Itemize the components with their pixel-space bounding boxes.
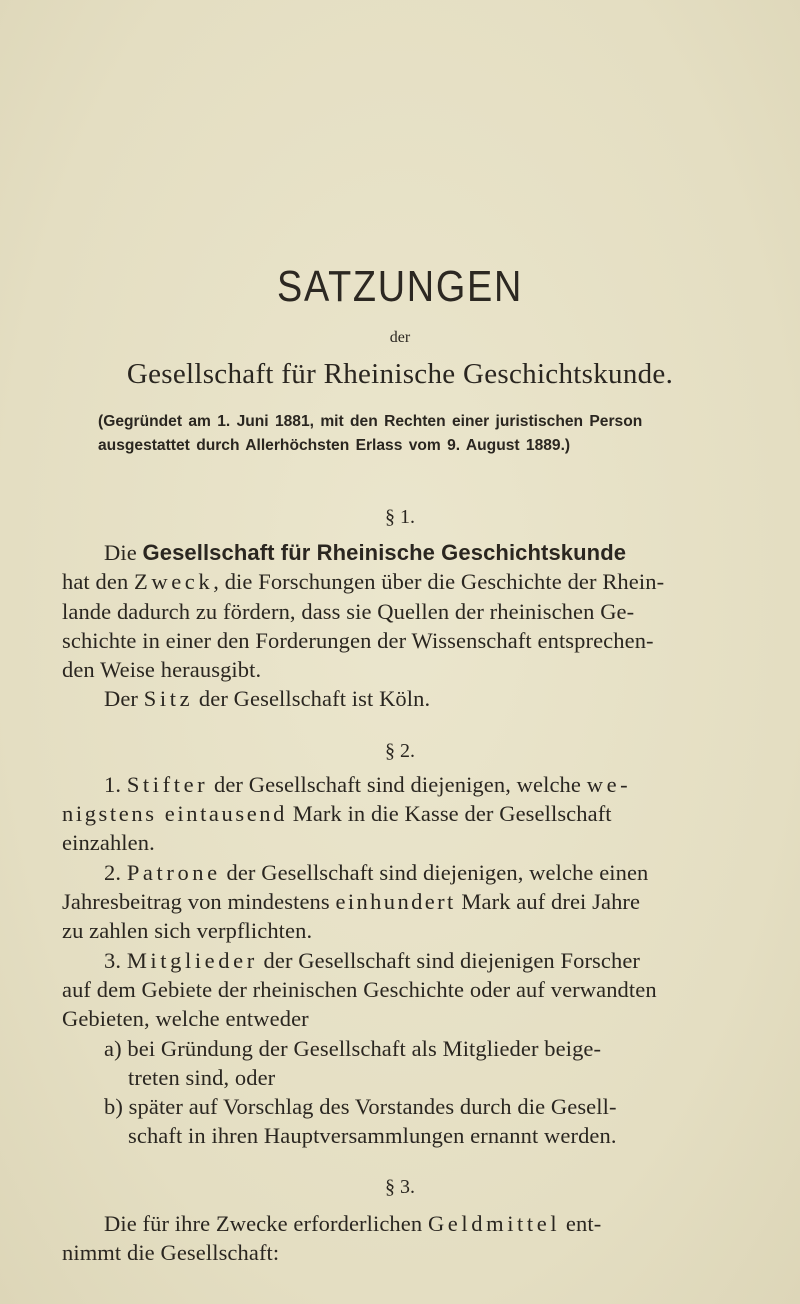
s1-line-2 — [62, 569, 664, 595]
s3-line-1-pre: Die für ihre Zwecke erforderlichen — [104, 1211, 428, 1236]
spaced-word-mitglieder: Mitglieder — [126, 948, 258, 973]
s2-p3-line-1 — [104, 948, 640, 974]
s3-line-2: nimmt die Gesellschaft: — [62, 1240, 280, 1265]
society-name: Gesellschaft für Rheinische Geschichtskunde. — [126, 358, 674, 390]
s2-p1-line-3: einzahlen. — [62, 830, 155, 855]
spaced-word-einhundert: einhundert — [335, 889, 456, 914]
founding-note-line-2: ausgestattet durch Allerhöchsten Erlass vom 9. August 1889.) — [98, 437, 571, 454]
s2-item-a-line-1: a) bei Gründung der Gesellschaft als Mitglieder beige- — [104, 1036, 602, 1061]
s2-p3-line-3: Gebieten, welche entweder — [62, 1006, 309, 1031]
s1-line-3: lande dadurch zu fördern, dass sie Quellen der rheinischen Ge- — [62, 599, 635, 624]
s2-p1-line-1 — [104, 772, 631, 798]
s2-p2-num: 2. — [104, 860, 127, 885]
section-1-mark: § 1. — [385, 506, 415, 528]
article-der: der — [389, 329, 411, 346]
s2-p2-line-3: zu zahlen sich verpflichten. — [62, 918, 313, 943]
spaced-word-stifter: Stifter — [126, 772, 209, 797]
section-2-mark: § 2. — [385, 740, 415, 762]
spaced-word-geldmittel: Geldmittel — [427, 1211, 561, 1236]
s1-line-1 — [104, 540, 626, 566]
society-name-bold: Gesellschaft für Rheinische Geschichtskunde — [142, 540, 627, 565]
s1-line-2-post: , die Forschungen über die Geschichte der Rhein- — [213, 569, 665, 594]
s2-item-b-line-1: b) später auf Vorschlag des Vorstandes durch die Gesell- — [104, 1094, 617, 1119]
s2-p1-num: 1. — [104, 772, 127, 797]
founding-note-line-1: (Gegründet am 1. Juni 1881, mit den Rechten einer juristischen Person — [98, 413, 643, 430]
s3-line-1-post: ent- — [560, 1211, 602, 1236]
founding-note — [98, 410, 738, 458]
spaced-word-wenigstens-eintausend: nigstens eintausend — [62, 801, 287, 826]
s2-item-a-line-2: treten sind, oder — [128, 1065, 276, 1090]
s2-p2-line-2 — [62, 889, 640, 915]
section-3-mark: § 3. — [385, 1176, 415, 1198]
spaced-word-sitz: Sitz — [143, 686, 194, 711]
spaced-word-patrone: Patrone — [126, 860, 221, 885]
s1-line-6-post: der Gesellschaft ist Köln. — [193, 686, 431, 711]
s1-line-4: schichte in einer den Forderungen der Wissenschaft entsprechen- — [62, 628, 654, 653]
s2-p2-line-1 — [104, 860, 648, 886]
s1-line-5: den Weise herausgibt. — [62, 657, 262, 682]
s1-line-6-pre: Der — [104, 686, 144, 711]
s1-line-2-pre: hat den — [62, 569, 135, 594]
s3-line-1 — [104, 1211, 601, 1237]
s2-p2-post: der Gesellschaft sind diejenigen, welche einen — [220, 860, 649, 885]
s1-line-1-pre: Die — [104, 540, 143, 565]
spaced-word-zweck: Zweck — [134, 569, 214, 594]
s2-item-b-line-2: schaft in ihren Hauptversammlungen ernannt werden. — [128, 1123, 617, 1148]
s2-p3-line-2: auf dem Gebiete der rheinischen Geschichte oder auf verwandten — [62, 977, 657, 1002]
s2-p1-line-2 — [62, 801, 612, 827]
s1-line-6 — [104, 686, 430, 712]
s2-p3-post: der Gesellschaft sind diejenigen Forscher — [257, 948, 641, 973]
spaced-word-we: we- — [586, 772, 632, 797]
s2-p2-line-2-post: Mark auf drei Jahre — [455, 889, 641, 914]
s2-p1-line-2-post: Mark in die Kasse der Gesellschaft — [287, 801, 612, 826]
page-title: SATZUNGEN — [276, 262, 524, 311]
s2-p1-post: der Gesellschaft sind diejenigen, welche — [208, 772, 587, 797]
s2-p3-num: 3. — [104, 948, 127, 973]
s2-p2-line-2-pre: Jahresbeitrag von mindestens — [62, 889, 336, 914]
